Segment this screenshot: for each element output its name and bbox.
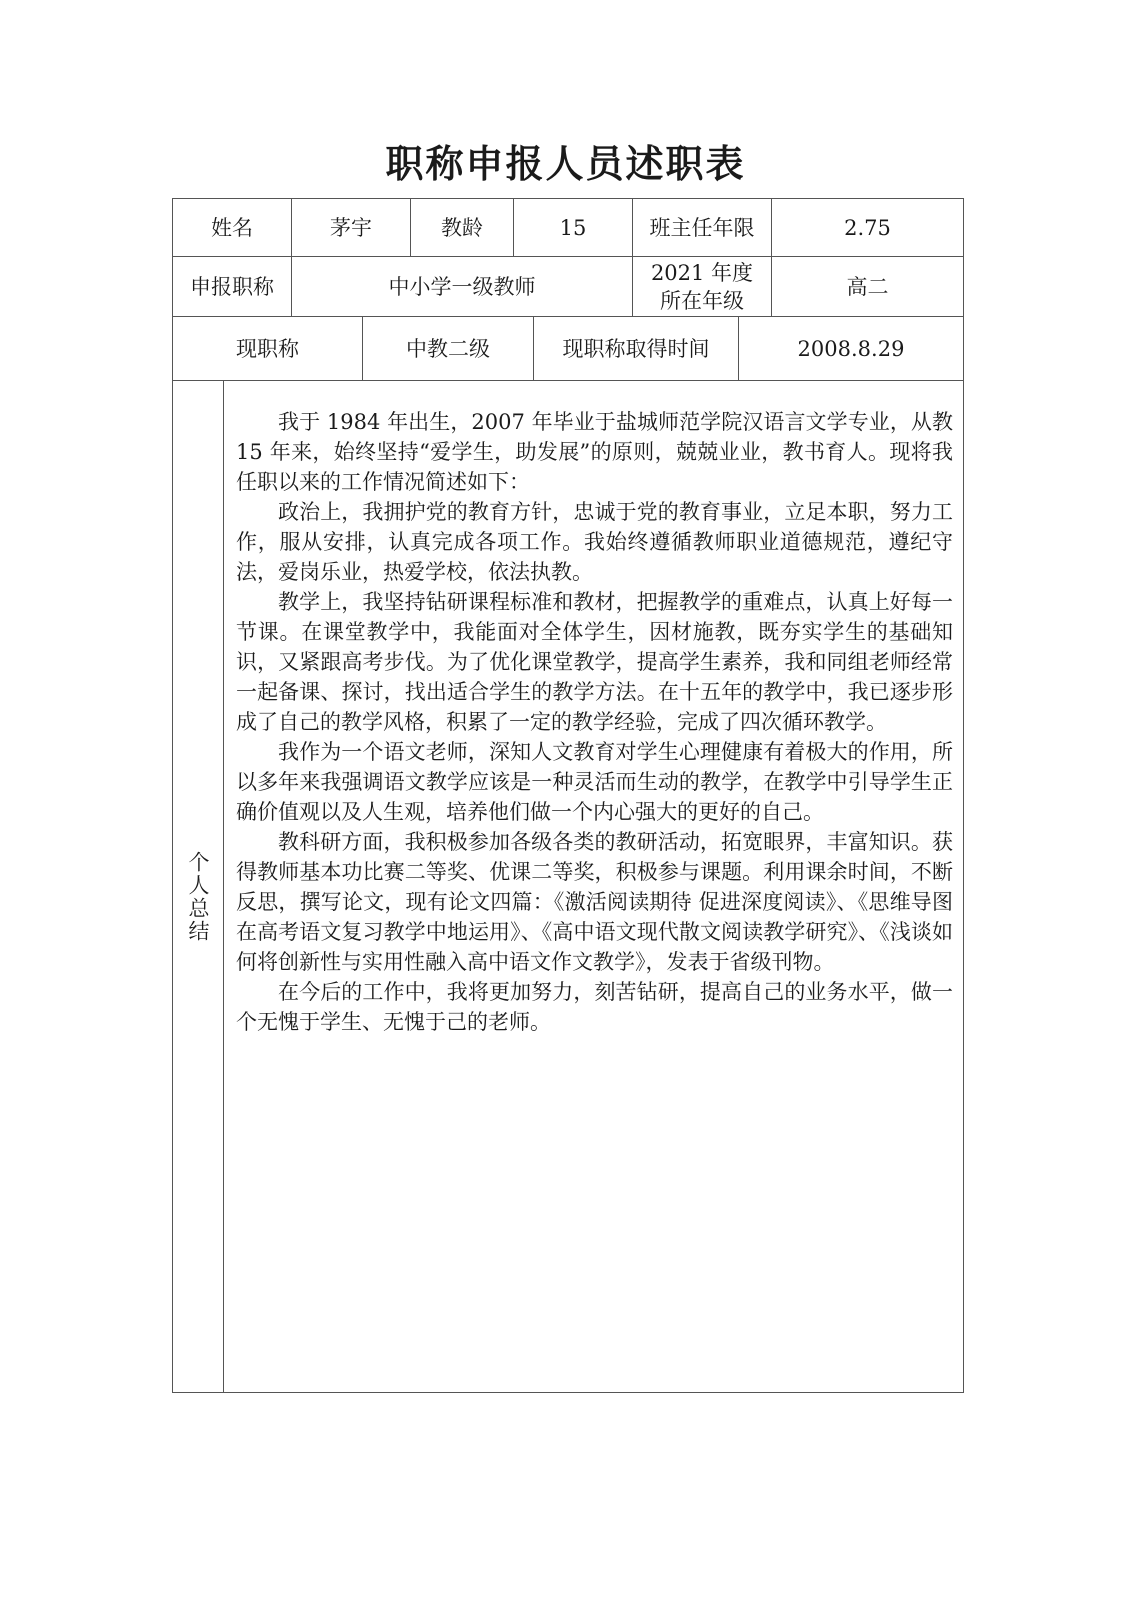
summary-paragraph-teaching: 教学上，我坚持钻研课程标准和教材，把握教学的重难点，认真上好每一节课。在课堂教学中，我能面对全体学生，因材施教，既夯实学生的基础知识，又紧跟高考步伐。为了优化课堂教学，提高学生素养，我和同组老师经常一起备课、探讨，找出适合学生的教学方法。在十五年的教学中，我已逐步形成了自己的教学风格，积累了一定的教学经验，完成了四次循环教学。 — [236, 590, 953, 734]
head-teacher-years-value: 2.75 — [844, 215, 891, 240]
summary-paragraph-humanities: 我作为一个语文老师，深知人文教育对学生心理健康有着极大的作用，所以多年来我强调语文教学应该是一种灵活而生动的教学，在教学中引导学生正确价值观以及人生观，培养他们做一个内心强大的更好的自己。 — [236, 740, 953, 824]
applied-title-value: 中小学一级教师 — [292, 257, 633, 316]
form-row-basic-info — [173, 199, 963, 257]
teaching-years-value: 15 — [514, 199, 633, 256]
grade-label — [633, 257, 772, 316]
obtained-time-label: 现职称取得时间 — [534, 317, 739, 380]
grade-label-line2: 所在年级 — [660, 288, 744, 313]
current-title-value: 中教二级 — [363, 317, 534, 380]
obtained-time-value: 2008.8.29 — [797, 336, 905, 361]
report-form-table — [172, 198, 964, 1393]
head-teacher-years-label: 班主任年限 — [633, 199, 772, 256]
form-row-current-title — [173, 317, 963, 381]
name-value: 茅宇 — [292, 199, 411, 256]
form-row-applied-title — [173, 257, 963, 317]
summary-paragraph-research: 教科研方面，我积极参加各级各类的教研活动，拓宽眼界，丰富知识。获得教师基本功比赛二等奖、优课二等奖，积极参与课题。利用课余时间，不断反思，撰写论文，现有论文四篇：《激活阅读期待 促进深度阅读》、《思维导图在高考语文复习教学中地运用》、《高中语文现代散文阅读教学研究》、《浅谈如何将创新性与实用性融入高中语文作文教学》，发表于省级刊物。 — [236, 830, 953, 974]
summary-paragraph-intro: 我于 1984 年出生，2007 年毕业于盐城师范学院汉语言文学专业，从教 15 年来，始终坚持“爱学生，助发展”的原则，兢兢业业，教书育人。现将我任职以来的工作情况简述如下： — [236, 410, 953, 494]
grade-label-line1: 2021 年度 — [650, 260, 754, 285]
applied-title-label: 申报职称 — [173, 257, 292, 316]
summary-paragraph-future: 在今后的工作中，我将更加努力，刻苦钻研，提高自己的业务水平，做一个无愧于学生、无愧于己的老师。 — [236, 980, 953, 1034]
current-title-label: 现职称 — [173, 317, 363, 380]
summary-paragraph-political: 政治上，我拥护党的教育方针，忠诚于党的教育事业，立足本职，努力工作，服从安排，认真完成各项工作。我始终遵循教师职业道德规范，遵纪守法，爱岗乐业，热爱学校，依法执教。 — [236, 500, 953, 584]
personal-summary-text — [224, 381, 963, 1392]
page-title: 职称申报人员述职表 — [385, 141, 746, 186]
name-label: 姓名 — [173, 199, 292, 256]
personal-summary-section — [173, 381, 963, 1392]
grade-value: 高二 — [846, 274, 889, 299]
personal-summary-label: 个人总结 — [173, 381, 224, 1392]
teaching-years-label: 教龄 — [411, 199, 514, 256]
